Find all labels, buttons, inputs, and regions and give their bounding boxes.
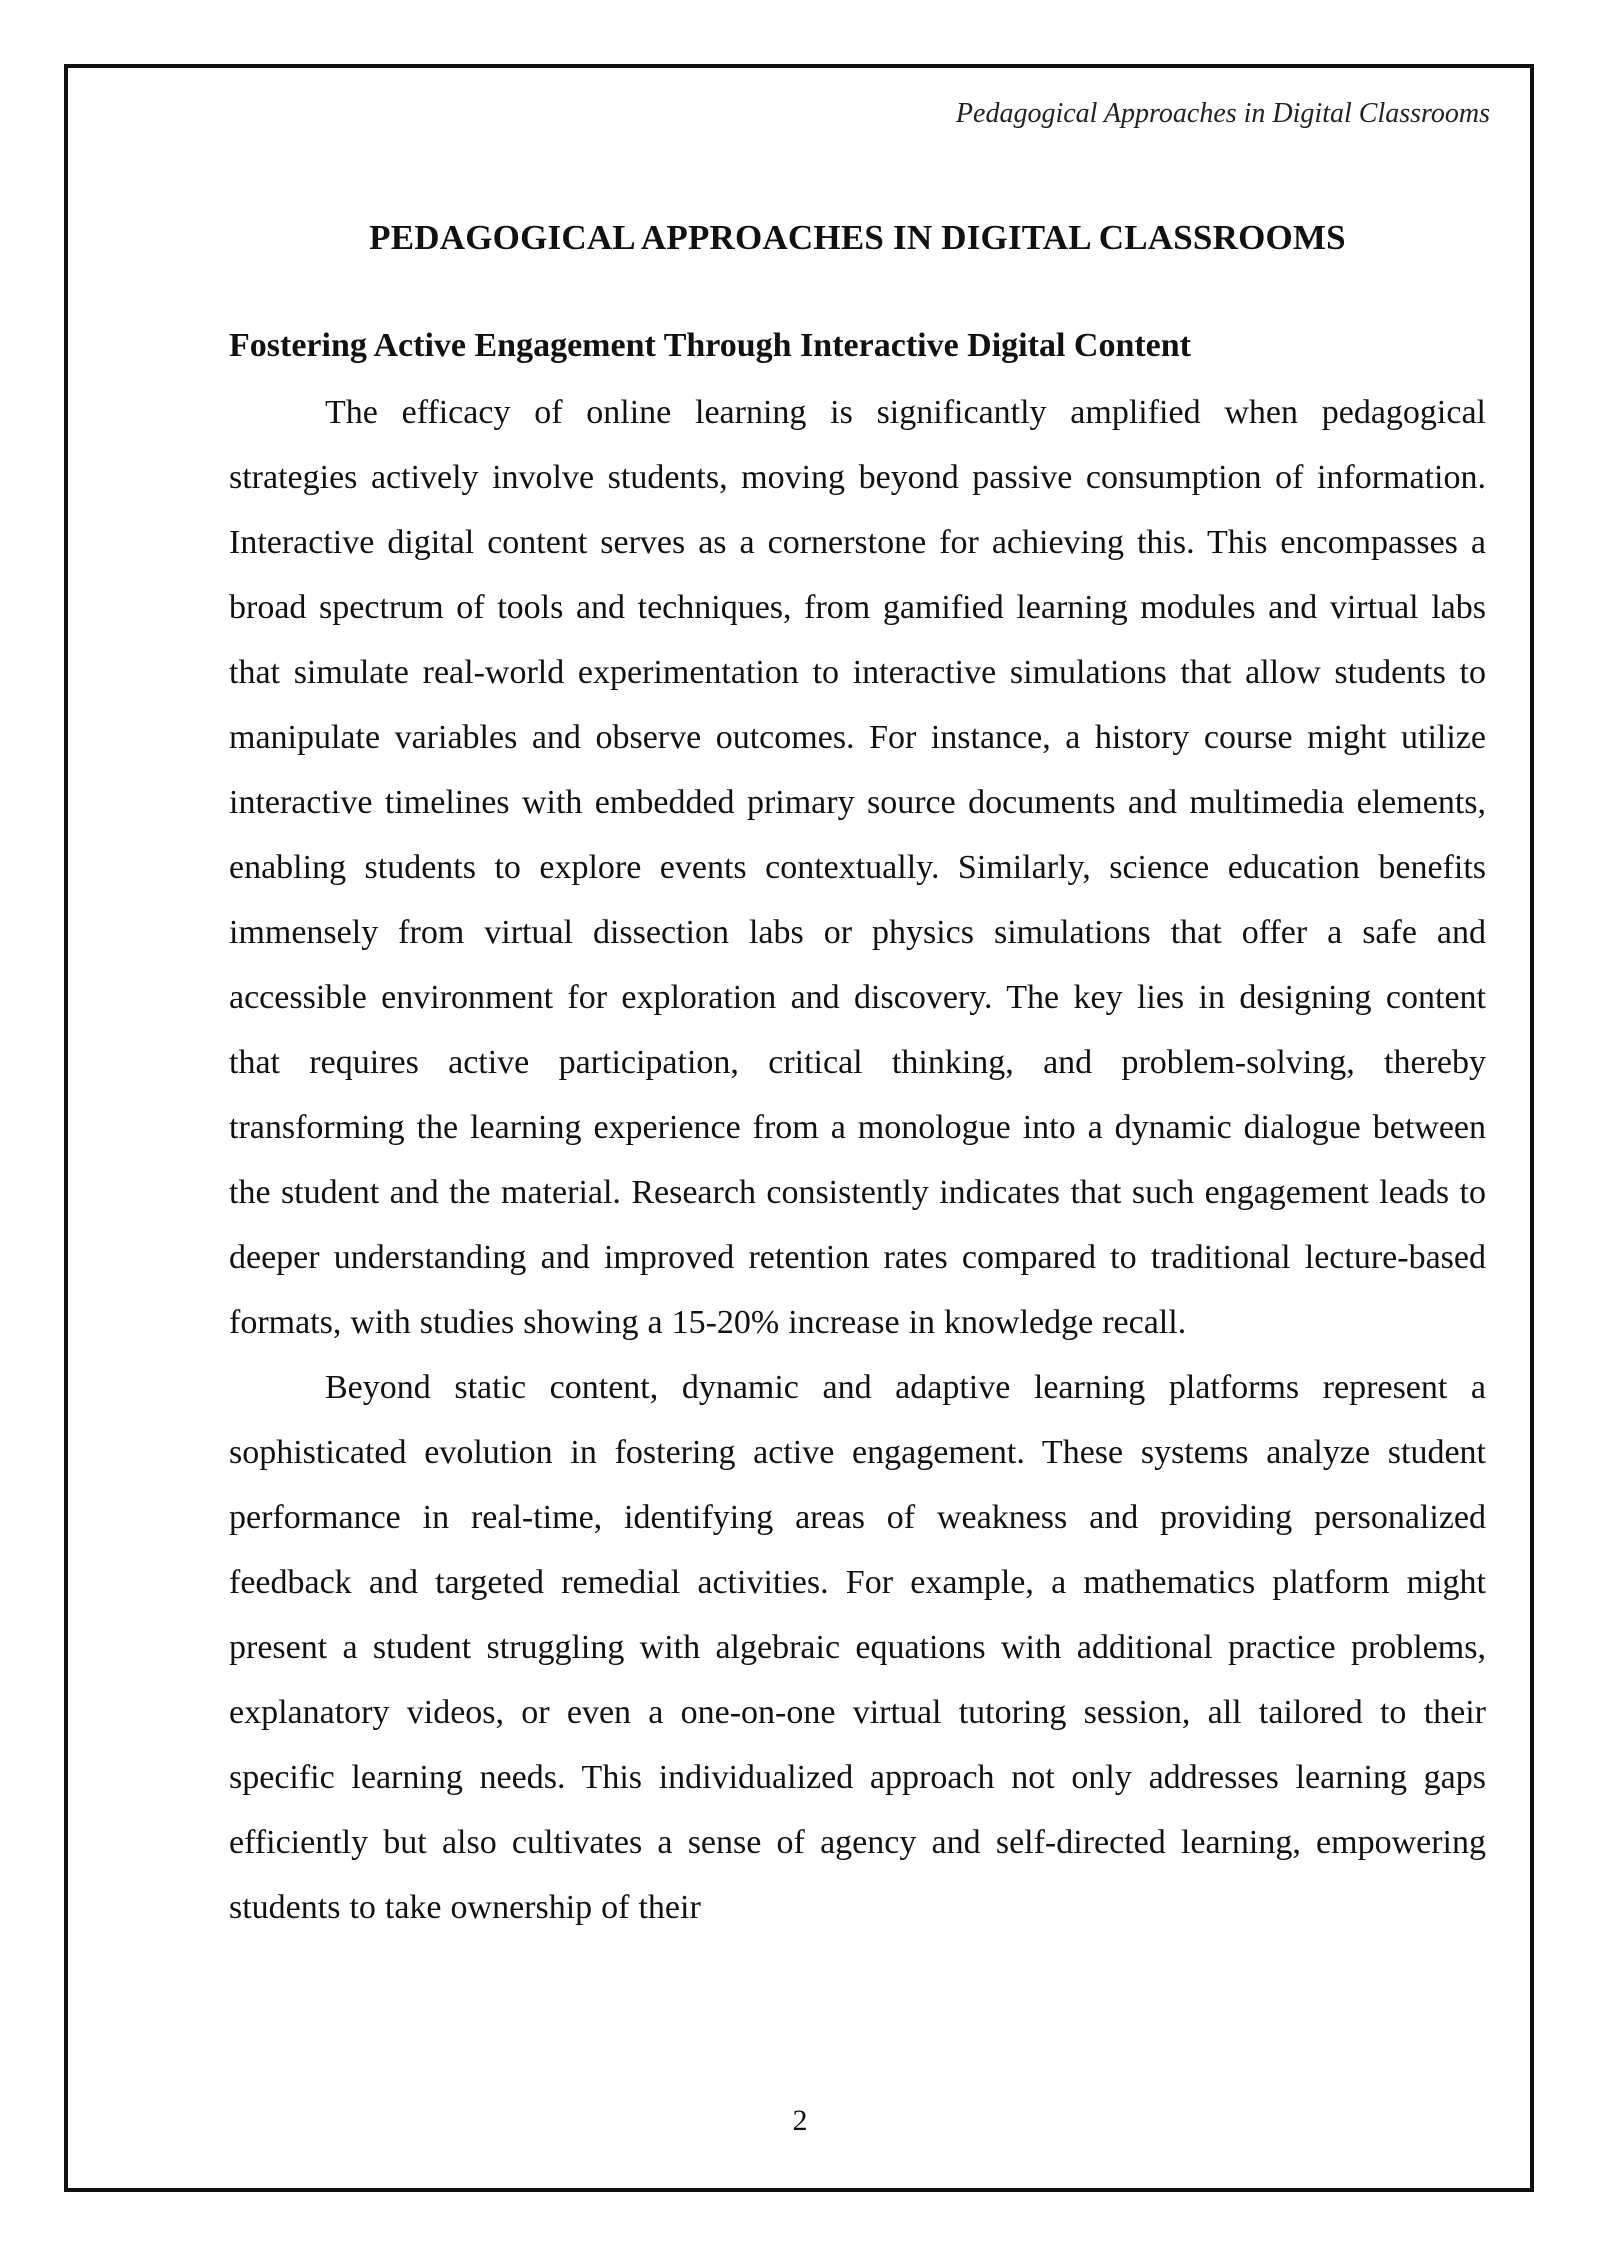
document-title: PEDAGOGICAL APPROACHES IN DIGITAL CLASSROOMS	[369, 218, 1346, 257]
running-header: Pedagogical Approaches in Digital Classrooms	[955, 98, 1490, 129]
document-body	[229, 212, 1486, 1940]
body-paragraph-2: Beyond static content, dynamic and adaptive learning platforms represent a sophisticated evolution in fostering active engagement. These systems analyze student performance in real-time, identifying areas of weakness and providing personalized feedback and targeted remedial activities. For example, a mathematics platform might present a student struggling with algebraic equations with additional practice problems, explanatory videos, or even a one-on-one virtual tutoring session, all tailored to their specific learning needs. This individualized approach not only addresses learning gaps efficiently but also cultivates a sense of agency and self-directed learning, empowering students to take ownership of their	[229, 1369, 1486, 1926]
page-number: 2	[792, 2104, 808, 2137]
section-heading: Fostering Active Engagement Through Interactive Digital Content	[229, 327, 1191, 364]
body-paragraph-1: The efficacy of online learning is significantly amplified when pedagogical strategies actively involve students, moving beyond passive consumption of information. Interactive digital content serves as a cornerstone for achieving this. This encompasses a broad spectrum of tools and techniques, from gamified learning modules and virtual labs that simulate real-world experimentation to interactive simulations that allow students to manipulate variables and observe outcomes. For instance, a history course might utilize interactive timelines with embedded primary source documents and multimedia elements, enabling students to explore events contextually. Similarly, science education benefits immensely from virtual dissection labs or physics simulations that offer a safe and accessible environment for exploration and discovery. The key lies in designing content that requires active participation, critical thinking, and problem-solving, thereby transforming the learning experience from a monologue into a dynamic dialogue between the student and the material. Research consistently indicates that such engagement leads to deeper understanding and improved retention rates compared to traditional lecture-based formats, with studies showing a 15-20% increase in knowledge recall.	[229, 394, 1486, 1341]
